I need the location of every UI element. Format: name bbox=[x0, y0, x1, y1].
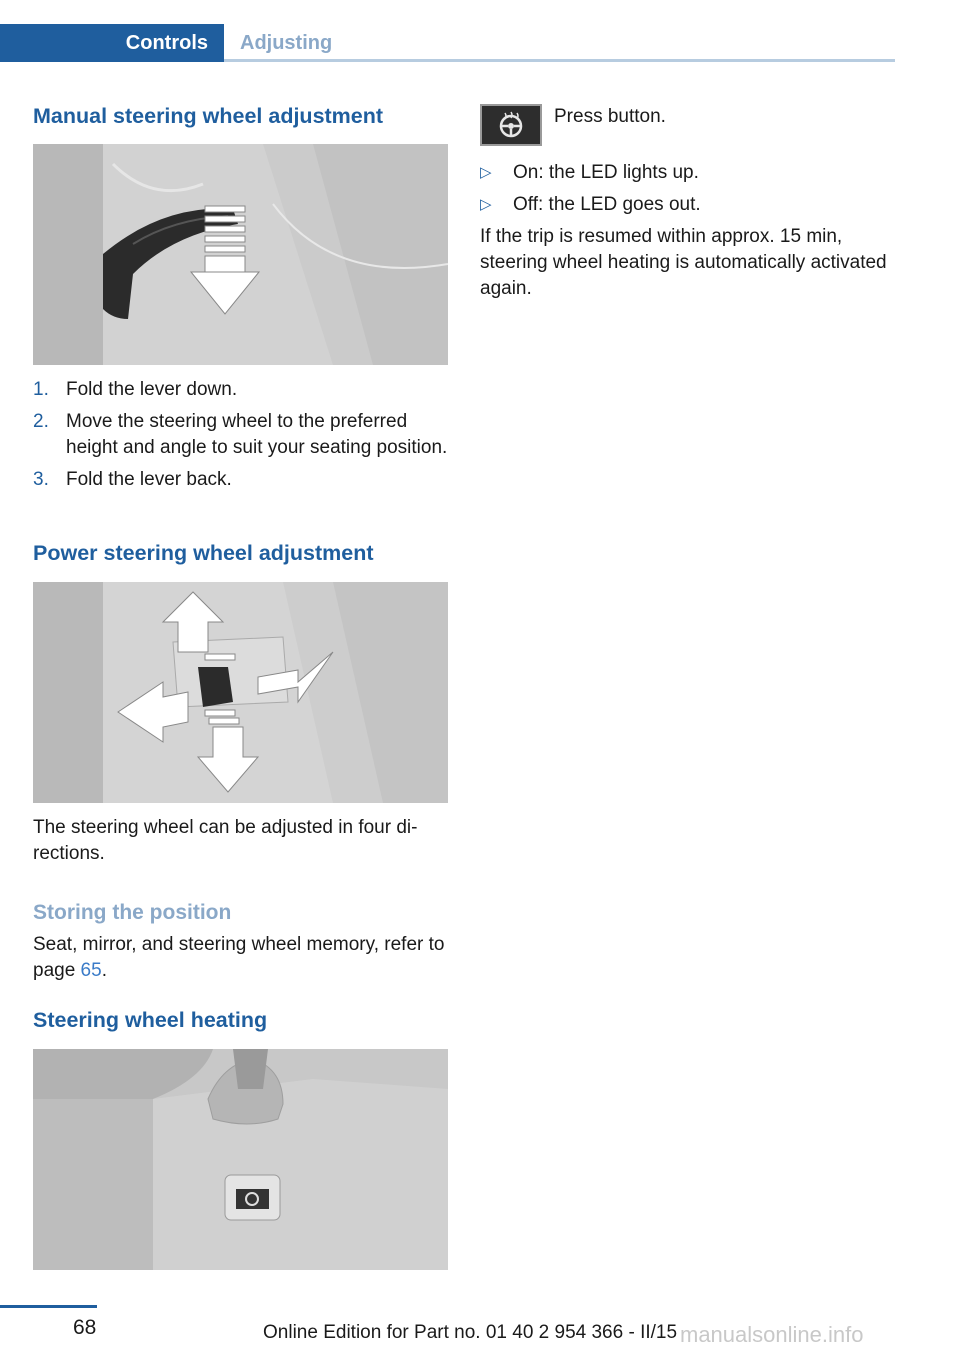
watermark: manualsonline.info bbox=[680, 1322, 864, 1347]
storing-body: Seat, mirror, and steering wheel memory, refer to page 65. bbox=[33, 934, 445, 981]
section-title-manual: Manual steering wheel adjustment bbox=[33, 104, 384, 128]
edition-text: Online Edition for Part no. 01 40 2 954 366 - II/15 bbox=[263, 1322, 678, 1343]
bullet-arrow-icon: ▷ bbox=[480, 164, 492, 181]
section-title-power: Power steering wheel adjustment bbox=[33, 541, 374, 565]
page-link[interactable]: 65 bbox=[80, 960, 102, 981]
steering-wheel-heating-icon bbox=[480, 104, 542, 146]
tab-controls[interactable]: Controls bbox=[0, 24, 224, 62]
list-item: ▷ On: the LED lights up. bbox=[480, 160, 895, 186]
manual-steps-list bbox=[33, 377, 448, 499]
figure-power-adjust bbox=[33, 582, 448, 803]
figure-heating-button bbox=[33, 1049, 448, 1270]
list-item: 1. Fold the lever down. bbox=[33, 379, 238, 400]
figure-manual-lever bbox=[33, 144, 448, 365]
heating-states-list bbox=[480, 160, 895, 224]
list-item: ▷ Off: the LED goes out. bbox=[480, 192, 895, 218]
footer-rule bbox=[0, 1305, 97, 1308]
section-title-storing: Storing the position bbox=[33, 901, 232, 924]
header-rule bbox=[224, 59, 895, 62]
heating-body: If the trip is resumed within approx. 15 min, steering wheel heating is automatically activated again. bbox=[480, 226, 887, 299]
button-caption: Press button. bbox=[554, 106, 666, 127]
list-item: 3. Fold the lever back. bbox=[33, 469, 232, 490]
list-item: 2. Move the steering wheel to the preferred height and angle to suit your seating position. bbox=[33, 411, 448, 458]
section-title-heating: Steering wheel heating bbox=[33, 1008, 268, 1032]
bullet-arrow-icon: ▷ bbox=[480, 196, 492, 213]
power-body: The steering wheel can be adjusted in four directions. bbox=[33, 817, 418, 864]
tab-adjusting[interactable]: Adjusting bbox=[240, 31, 333, 54]
page-number: 68 bbox=[73, 1316, 97, 1339]
page-header bbox=[0, 24, 895, 62]
